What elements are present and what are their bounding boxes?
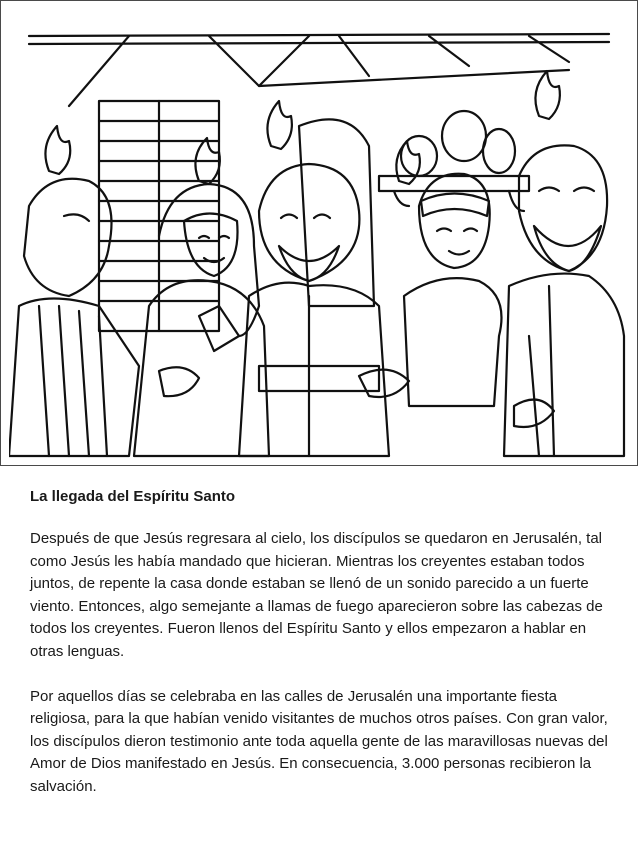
ceiling-beams: [29, 34, 609, 106]
elder-disciple: [239, 164, 389, 456]
story-title: La llegada del Espíritu Santo: [30, 488, 236, 505]
story-paragraph-2: Por aquellos días se celebraba en las calles de Jerusalén una importante fiesta religiosa, para la que habían venido visitantes de muchos otros países. Con gran valor, los discípulos dieron testimonio ante toda aquella gente de las maravillosas nuevas del Amor de Dios manifestado en Jesús. En consecuencia, 3.000 personas recibieron la salvación.: [30, 687, 608, 795]
flames: [45, 71, 559, 184]
shelf-with-pots: [379, 111, 529, 211]
woman-disciple: [134, 184, 269, 456]
coloring-page-pentecost-icon: [9, 6, 629, 458]
story-paragraph-1: Después de que Jesús regresara al cielo, los discípulos se quedaron en Jerusalén, tal como Jesús les había mandado que hicieran. Mientras los creyentes estaban todos juntos, de repente la casa donde estaban se llenó de un sonido parecido a un fuerte viento. Entonces, algo semejante a llamas de fuego aparecieron sobre las cabezas de todos los creyentes. Fueron llenos del Espíritu Santo y ellos empezaron a hablar en otras lenguas.: [30, 530, 603, 660]
window-shutters: [99, 101, 374, 331]
story-text: [30, 486, 620, 821]
young-disciple: [359, 174, 502, 406]
